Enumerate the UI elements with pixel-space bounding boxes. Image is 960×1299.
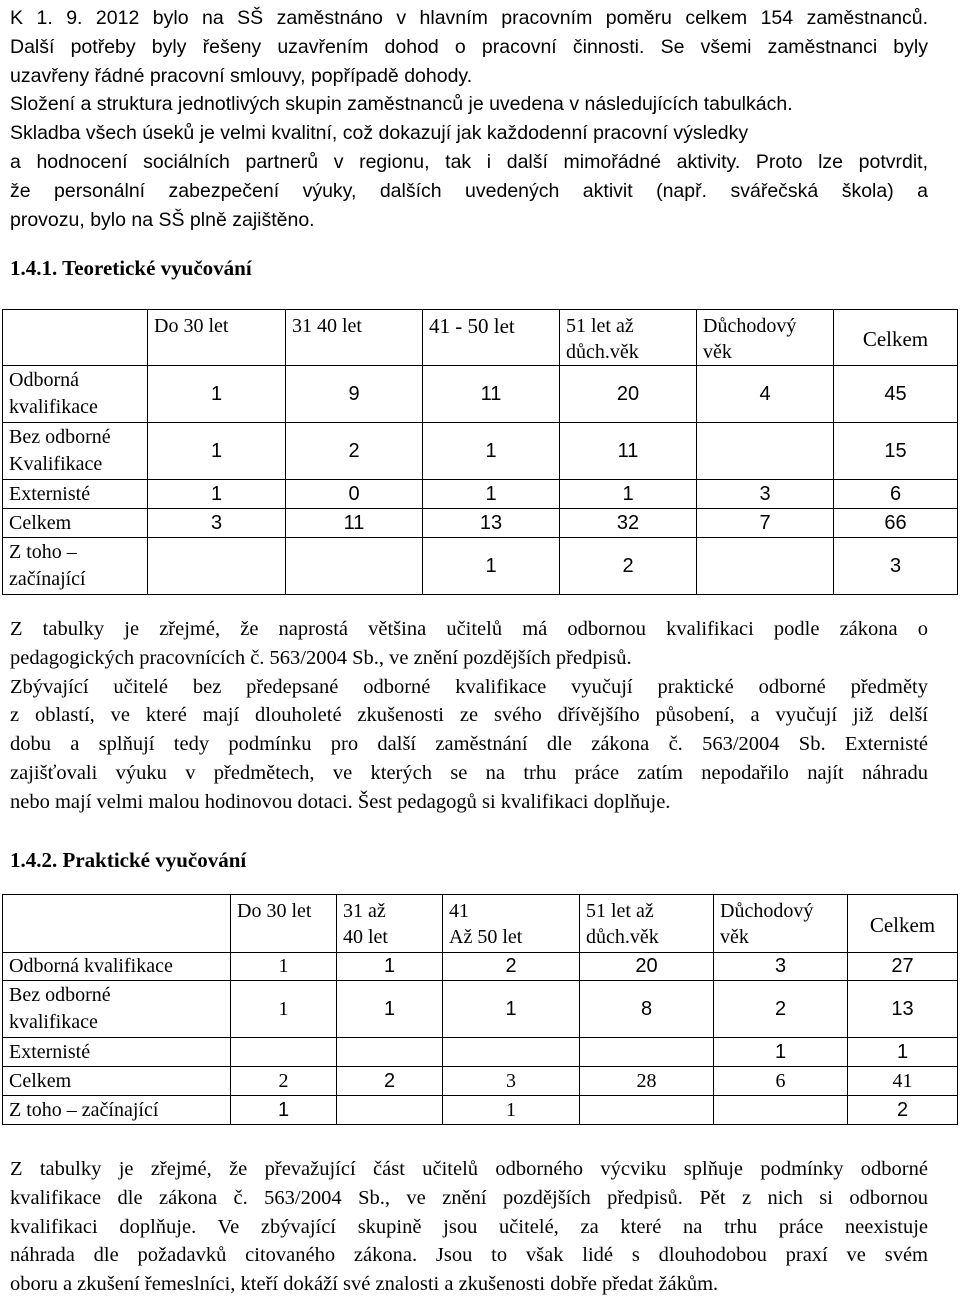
table-row — [3, 366, 958, 423]
row-label: Bez odborné — [9, 426, 111, 448]
header-label: Celkem — [862, 326, 929, 351]
row-label-cell: Odborná kvalifikace — [3, 953, 231, 981]
value-cell: 2 — [286, 423, 423, 480]
header-label: 41 - 50 let — [429, 314, 515, 338]
value-cell: 28 — [580, 1067, 714, 1096]
table-row — [3, 1067, 958, 1096]
header-label: 31 až — [343, 900, 386, 922]
text-line: náhrada dle požadavků citovaného zákona. Jsou to však lidé s dlouhodobou praxí ve svém — [10, 1244, 928, 1267]
header-cell — [560, 310, 697, 366]
value-cell: 4 — [697, 366, 834, 423]
value-cell: 3 — [697, 480, 834, 509]
row-label-cell: Celkem — [3, 509, 148, 538]
row-label-cell: Externisté — [3, 480, 148, 509]
text-line: K 1. 9. 2012 bylo na SŠ zaměstnáno v hlavním pracovním poměru celkem 154 zaměstnanců. — [10, 7, 928, 29]
section-heading-theory: 1.4.1. Teoretické vyučování — [10, 256, 252, 280]
header-cell — [697, 310, 834, 366]
value-cell — [286, 538, 423, 595]
row-label: Odborná — [9, 369, 79, 391]
value-cell: 1 — [714, 1038, 848, 1067]
value-cell: 1 — [423, 480, 560, 509]
value-cell: 2 — [443, 953, 580, 981]
header-cell — [834, 310, 958, 366]
text-line: kvalifikaci doplňuje. Ve zbývající skupině jsou učitelé, za které na trhu práce neexistuje — [10, 1215, 928, 1238]
value-cell: 66 — [834, 509, 958, 538]
text-line: provozu, bylo na SŠ plně zajištěno. — [10, 208, 315, 231]
value-cell: 1 — [443, 1096, 580, 1125]
value-cell: 13 — [423, 509, 560, 538]
row-label: kvalifikace — [9, 396, 98, 418]
value-cell: 8 — [580, 981, 714, 1038]
text-line: Skladba všech úseků je velmi kvalitní, což dokazují jak každodenní pracovní výsledky — [10, 122, 749, 145]
header-corner-cell — [3, 895, 231, 953]
text-line: oboru a zkušení řemeslníci, kteří dokáží své znalosti a zkušenosti dobře předat žákům. — [10, 1273, 719, 1296]
value-cell: 0 — [286, 480, 423, 509]
header-cell — [580, 895, 714, 953]
header-label: 51 let až — [586, 900, 654, 922]
header-cell — [148, 310, 286, 366]
value-cell — [148, 538, 286, 595]
header-label: věk — [703, 341, 732, 363]
value-cell: 6 — [714, 1067, 848, 1096]
header-label: 41 — [449, 900, 469, 922]
value-cell: 41 — [848, 1067, 958, 1096]
value-cell: 45 — [834, 366, 958, 423]
table-row — [3, 480, 958, 509]
value-cell: 2 — [560, 538, 697, 595]
value-cell — [580, 1038, 714, 1067]
value-cell: 20 — [580, 953, 714, 981]
value-cell: 1 — [423, 423, 560, 480]
value-cell: 15 — [834, 423, 958, 480]
header-cell — [231, 895, 337, 953]
value-cell: 7 — [697, 509, 834, 538]
value-cell: 3 — [443, 1067, 580, 1096]
row-label-cell: Celkem — [3, 1067, 231, 1096]
text-line: Zbývající učitelé bez předepsané odborné kvalifikace vyučují praktické odborné předměty — [10, 675, 928, 698]
value-cell: 20 — [560, 366, 697, 423]
row-label-cell: Externisté — [3, 1038, 231, 1067]
row-label-cell — [3, 423, 148, 480]
value-cell: 1 — [560, 480, 697, 509]
value-cell: 9 — [286, 366, 423, 423]
value-cell — [697, 423, 834, 480]
value-cell: 27 — [848, 953, 958, 981]
value-cell — [337, 1038, 443, 1067]
table-row — [3, 1096, 958, 1125]
header-label: Důchodový — [720, 900, 814, 922]
practical-commentary — [10, 1155, 928, 1299]
row-label: kvalifikace — [9, 1011, 98, 1033]
header-label: Až 50 let — [449, 926, 523, 948]
value-cell: 32 — [560, 509, 697, 538]
header-cell — [848, 895, 958, 953]
header-label: Důchodový — [703, 315, 797, 337]
table-row — [3, 509, 958, 538]
value-cell: 1 — [337, 953, 443, 981]
table-header-row — [3, 310, 958, 366]
header-label: Do 30 let — [154, 315, 229, 337]
value-cell: 1 — [231, 953, 337, 981]
row-label: Z toho – — [9, 541, 77, 563]
value-cell — [714, 1096, 848, 1125]
value-cell: 3 — [148, 509, 286, 538]
value-cell: 3 — [714, 953, 848, 981]
theory-commentary — [10, 615, 928, 817]
value-cell — [231, 1038, 337, 1067]
table-header-row — [3, 895, 958, 953]
value-cell: 11 — [286, 509, 423, 538]
row-label-cell — [3, 538, 148, 595]
header-label: Do 30 let — [237, 900, 312, 922]
value-cell: 1 — [337, 981, 443, 1038]
text-line: zajišťovali výuku v předmětech, ve kterých se na trhu práce zatím nepodařilo najít náhradu — [10, 761, 928, 784]
table-row — [3, 538, 958, 595]
value-cell — [443, 1038, 580, 1067]
header-label: věk — [720, 926, 749, 948]
header-cell — [286, 310, 423, 366]
value-cell: 2 — [231, 1067, 337, 1096]
text-line: pedagogických pracovnících č. 563/2004 Sb., ve znění pozdějších předpisů. — [10, 646, 632, 669]
value-cell: 6 — [834, 480, 958, 509]
value-cell: 2 — [848, 1096, 958, 1125]
row-label: začínající — [9, 568, 86, 590]
theory-staff-table — [2, 309, 958, 595]
value-cell: 1 — [848, 1038, 958, 1067]
value-cell: 1 — [443, 981, 580, 1038]
value-cell: 2 — [337, 1067, 443, 1096]
text-line: kvalifikace dle zákona č. 563/2004 Sb., ve znění pozdějších předpisů. Pět z nich si odbornou — [10, 1186, 928, 1209]
value-cell: 1 — [423, 538, 560, 595]
text-line: dobu a splňují tedy podmínku pro další zaměstnání dle zákona č. 563/2004 Sb. Externisté — [10, 733, 928, 756]
text-line: nebo mají velmi malou hodinovou dotaci. Šest pedagogů si kvalifikaci doplňuje. — [10, 790, 671, 813]
header-cell — [714, 895, 848, 953]
text-line: z oblastí, ve které mají dlouholeté zkušenosti ze svého dřívějšího působení, a vyučují již delší — [10, 704, 928, 727]
table-row — [3, 981, 958, 1038]
intro-paragraph — [10, 4, 928, 234]
value-cell: 1 — [231, 981, 337, 1038]
table-row — [3, 423, 958, 480]
value-cell: 11 — [423, 366, 560, 423]
text-line: uzavřeny řádné pracovní smlouvy, popřípadě dohody. — [10, 64, 473, 87]
header-cell — [337, 895, 443, 953]
value-cell: 13 — [848, 981, 958, 1038]
row-label-cell — [3, 366, 148, 423]
row-label-cell — [3, 981, 231, 1038]
text-line: že personální zabezpečení výuky, dalších uvedených aktivit (např. svářečská škola) a — [10, 179, 928, 202]
value-cell — [697, 538, 834, 595]
table-row — [3, 1038, 958, 1067]
text-line: Z tabulky je zřejmé, že naprostá většina učitelů má odbornou kvalifikaci podle zákona o — [10, 618, 928, 640]
value-cell: 1 — [148, 480, 286, 509]
value-cell: 1 — [148, 366, 286, 423]
header-label: Celkem — [869, 912, 936, 937]
value-cell: 2 — [714, 981, 848, 1038]
header-cell — [443, 895, 580, 953]
table-row — [3, 953, 958, 981]
text-line: Z tabulky je zřejmé, že převažující část učitelů odborného výcviku splňuje podmínky odborné — [10, 1158, 928, 1180]
header-label: 40 let — [343, 926, 388, 948]
header-corner-cell — [3, 310, 148, 366]
row-label: Bez odborné — [9, 984, 111, 1006]
value-cell: 1 — [231, 1096, 337, 1125]
value-cell: 11 — [560, 423, 697, 480]
value-cell: 1 — [148, 423, 286, 480]
header-label: 31 40 let — [292, 315, 362, 337]
section-heading-practical: 1.4.2. Praktické vyučování — [10, 848, 247, 872]
text-line: a hodnocení sociálních partnerů v regionu, tak i další mimořádné aktivity. Proto lze potvrdit, — [10, 150, 928, 173]
header-label: 51 let až — [566, 315, 634, 337]
row-label-cell: Z toho – začínající — [3, 1096, 231, 1125]
text-line: Další potřeby byly řešeny uzavřením dohod o pracovní činnosti. Se všemi zaměstnanci byly — [10, 35, 928, 58]
header-label: důch.věk — [586, 926, 659, 948]
row-label: Kvalifikace — [9, 453, 103, 475]
practical-staff-table — [2, 894, 958, 1125]
text-line: Složení a struktura jednotlivých skupin zaměstnanců je uvedena v následujících tabulkách. — [10, 93, 793, 116]
header-cell — [423, 310, 560, 366]
value-cell: 3 — [834, 538, 958, 595]
value-cell — [337, 1096, 443, 1125]
value-cell — [580, 1096, 714, 1125]
header-label: důch.věk — [566, 341, 639, 363]
